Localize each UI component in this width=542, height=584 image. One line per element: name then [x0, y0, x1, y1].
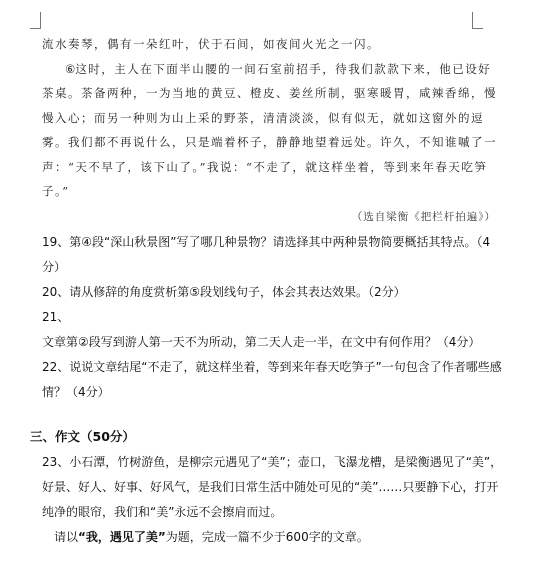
question-21 [42, 305, 504, 355]
passage-continued-line: 流水奏琴，偶有一朵红叶，伏于石间，如夜间火光之一闪。 [42, 37, 380, 51]
page-corner-mark-right [472, 12, 483, 29]
task-suffix: 为题，完成一篇不少于600字的文章。 [165, 529, 369, 544]
task-title: “我，遇见了美” [78, 529, 166, 544]
question-22 [42, 355, 504, 405]
question-text: 请从修辞的角度赏析第⑤段划线句子，体会其表达效果。（2分） [69, 284, 406, 299]
passage-source: （选自梁衡《把栏杆拍遍》） [351, 210, 496, 223]
question-number: 23、 [42, 454, 70, 469]
page-corner-mark-left [30, 12, 41, 29]
question-19 [42, 230, 504, 280]
question-number: 22、 [42, 359, 70, 374]
question-number: 19、 [42, 234, 70, 249]
composition-heading: 三、作文（50分） [30, 428, 135, 444]
document-page [30, 30, 504, 550]
question-20 [42, 280, 504, 305]
paragraph-6-text: 这时，主人在下面半山腰的一间石室前招手，待我们款款下来，他已设好茶桌。茶备两种，一为当地的黄豆、橙皮、姜丝所制，驱寒暖胃，咸辣香绵，慢慢入心；而另一种则为山上采的野茶，清清淡淡，似有似无，就如这窗外的逗雾。我们都不再说什么，只是端着杯子，静静地望着远处。许久，不知谁嘁了一声：“天不早了，该下山了。”我说：“不走了，就这样坐着，等到来年春天吃笋子。” [42, 61, 497, 198]
passage-paragraph-6 [42, 57, 504, 204]
question-number: 21、 [42, 309, 70, 324]
question-number: 20、 [42, 284, 70, 299]
task-prefix: 请以 [54, 529, 79, 544]
question-text: 说说文章结尾“不走了，就这样坐着，等到来年春天吃笋子”一句包含了作者哪些感情？（4分） [42, 359, 502, 399]
paragraph-6-marker: ⑥ [65, 61, 76, 76]
question-text: 文章第②段写到游人第一天不为所动，第二天人走一半，在文中有何作用？（4分） [42, 334, 481, 349]
question-list [42, 230, 504, 405]
question-text: 第④段“深山秋景图”写了哪几种景物？请选择其中两种景物简要概括其特点。（4分） [42, 234, 491, 274]
composition-prompt-text: 小石潭，竹树游鱼，是柳宗元遇见了“美”；壶口，飞瀑龙槽，是梁衡遇见了“美”，好景、好人、好事、好风气，是我们日常生活中随处可见的“美”……只要静下心，打开纯净的眼帘，我们和“美”永远不会擦肩而过。 [42, 454, 503, 519]
composition-task [42, 525, 504, 550]
composition-prompt [42, 450, 504, 525]
